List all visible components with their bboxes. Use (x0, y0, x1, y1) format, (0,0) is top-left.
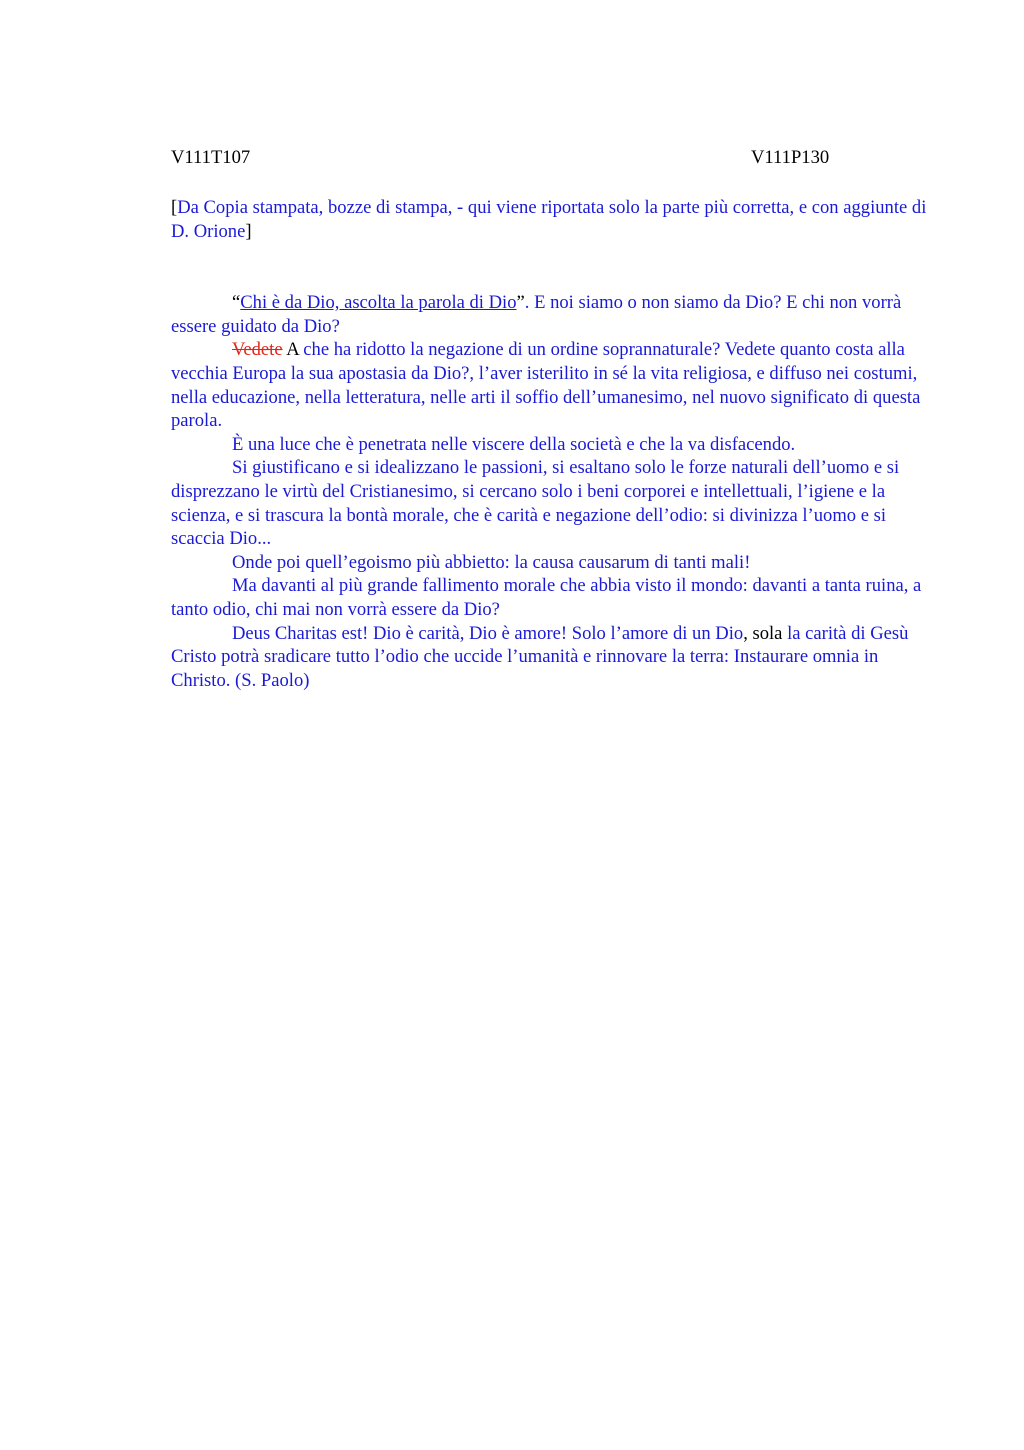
paragraph-7-part-2: la carità di Gesù Cristo potrà sradicare tutto l’odio che uccide l’umanità e rinnovare la terra: Instaurare omnia in Christo. (S. Paolo) (171, 622, 909, 691)
paragraph-6: Ma davanti al più grande fallimento morale che abbia visto il mondo: davanti a tanta ruina, a tanto odio, chi mai non vorrà essere da Dio? (171, 575, 922, 620)
quote-close: ” (516, 292, 525, 314)
note-open-bracket: [ (171, 197, 178, 218)
quote-open: “ (232, 292, 241, 314)
deleted-word: Vedete (232, 339, 283, 361)
quoted-text: Chi è da Dio, ascolta la parola di Dio (240, 292, 517, 314)
paragraph-1 (171, 291, 929, 338)
document-page (171, 146, 929, 692)
left-code: V111T107 (171, 147, 251, 168)
header-codes (171, 146, 929, 170)
paragraph-2 (171, 338, 929, 432)
paragraph-2-text: che ha ridotto la negazione di un ordine soprannaturale? Vedete quanto costa alla vecchia Europa la sua apostasia da Dio?, l’aver isterilito in sé la vita religiosa, e diffuso nei costumi, nella educazione, nella letteratura, nelle arti il soffio dell’umanesimo, nel nuovo significato di questa parola. (171, 339, 921, 432)
paragraph-3: È una luce che è penetrata nelle viscere della società e che la va disfacendo. (232, 433, 796, 455)
editorial-note (171, 196, 929, 243)
right-code: V111P130 (751, 147, 830, 168)
paragraph-7-black-insert: , sola (743, 622, 783, 644)
paragraph-4: Si giustificano e si idealizzano le passioni, si esaltano solo le forze naturali dell’uomo e si disprezzano le virtù del Cristianesimo, si cercano solo i beni corporei e intellettuali, l’igiene e la scienza, e si trascura la bontà morale, che è carità e negazione dell’odio: si divinizza l’uomo e si scaccia Dio... (171, 457, 900, 550)
inserted-word: A (282, 339, 299, 361)
note-text: Da Copia stampata, bozze di stampa, - qui viene riportata solo la parte più corretta, e con aggiunte di D. Orione (171, 197, 927, 242)
paragraph-1-text: . E noi siamo o non siamo da Dio? E chi non vorrà essere guidato da Dio? (171, 292, 902, 337)
paragraph-7-part-1: Deus Charitas est! Dio è carità, Dio è amore! Solo l’amore di un Dio (232, 622, 744, 644)
note-close-bracket: ] (245, 220, 252, 242)
paragraph-5: Onde poi quell’egoismo più abbietto: la causa causarum di tanti mali! (232, 551, 751, 573)
body-text (171, 291, 929, 692)
paragraph-7 (171, 622, 929, 693)
